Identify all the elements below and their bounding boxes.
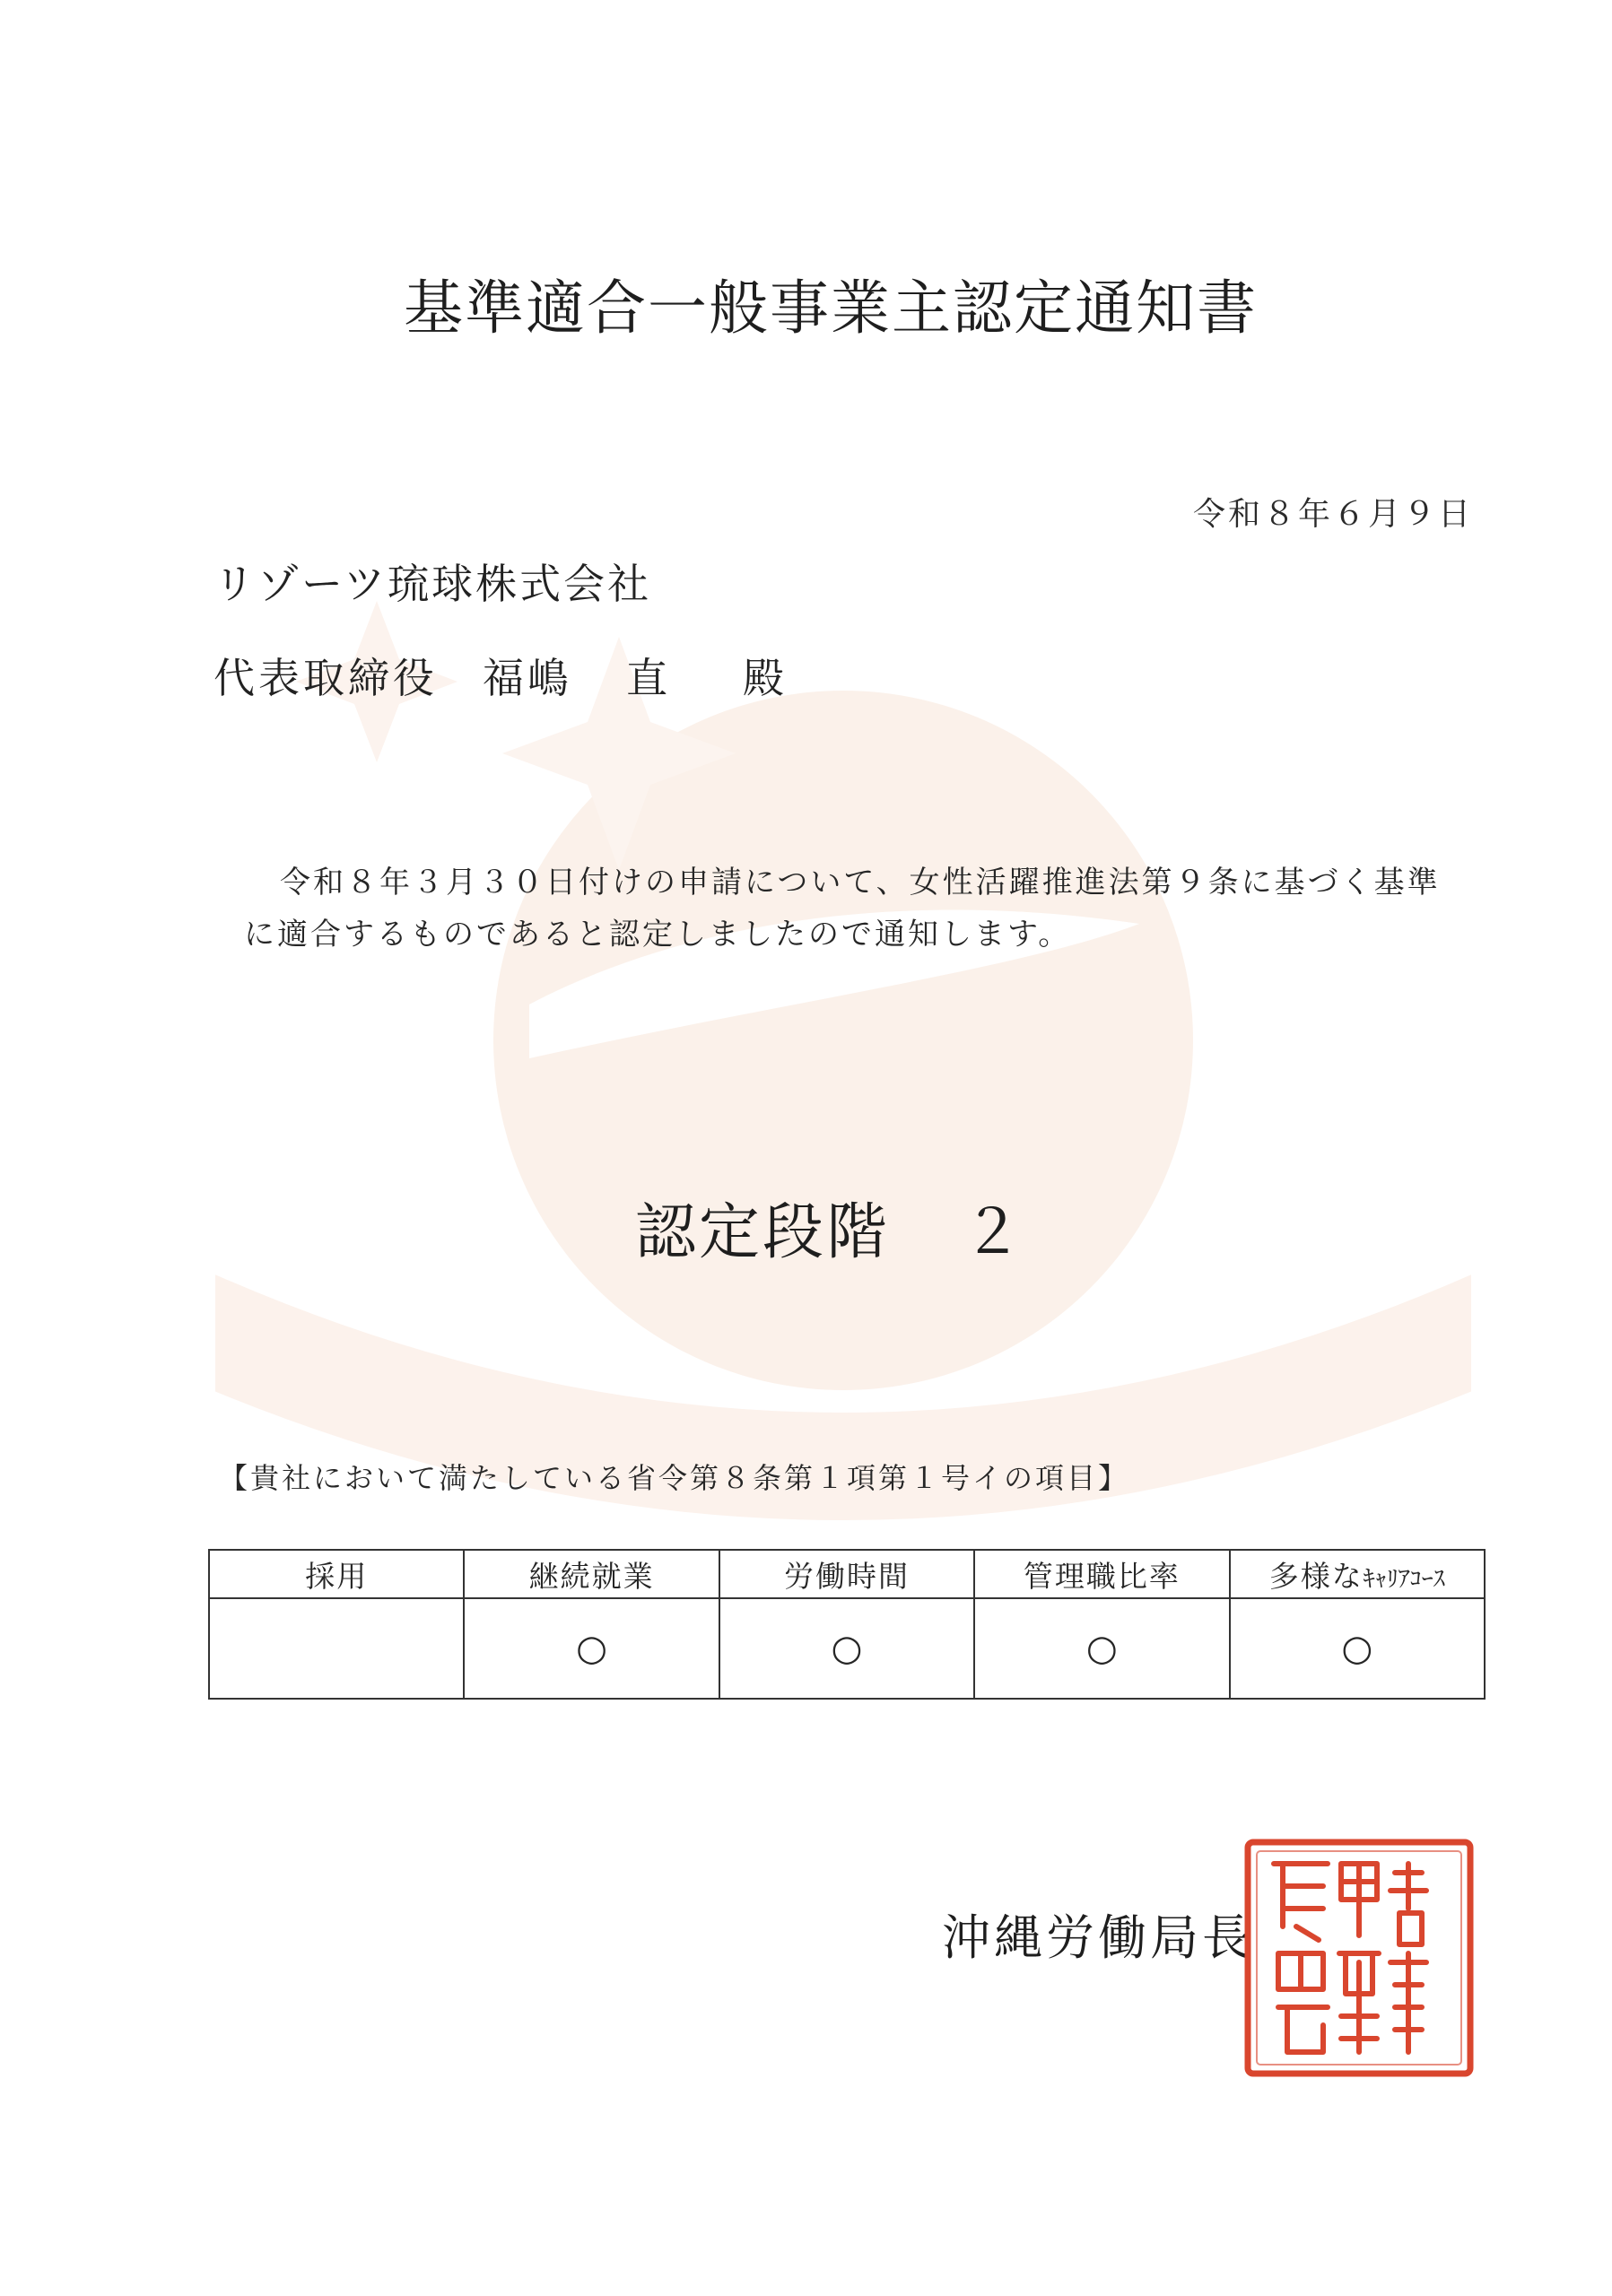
notice-body-line-2: に適合するものであると認定しましたので通知します。 <box>244 917 1072 952</box>
criteria-header-career-courses <box>1230 1550 1485 1598</box>
criteria-header-hiring: 採用 <box>209 1550 464 1598</box>
criteria-header-manager-ratio: 管理職比率 <box>974 1550 1229 1598</box>
recipient-company: リゾーツ琉球株式会社 <box>213 560 652 608</box>
certification-level <box>635 1184 1025 1271</box>
criteria-mark-hiring <box>209 1598 464 1699</box>
criteria-header-continued-employment: 継続就業 <box>464 1550 719 1598</box>
criteria-mark-row <box>209 1598 1485 1699</box>
criteria-header-career-courses-suffix: ｷｬﾘｱｺｰｽ <box>1363 1565 1445 1593</box>
recipient-representative <box>213 646 788 705</box>
notice-body <box>244 857 1482 961</box>
document-title: 基準適合一般事業主認定通知書 <box>404 274 1258 343</box>
seal-script-strokes <box>1274 1864 1426 2052</box>
criteria-header-working-hours: 労働時間 <box>719 1550 974 1598</box>
representative-surname: 福嶋 <box>483 654 572 702</box>
criteria-table <box>208 1549 1486 1700</box>
criteria-mark-manager-ratio: ○ <box>974 1598 1229 1699</box>
criteria-header-career-courses-prefix: 多様な <box>1268 1558 1364 1594</box>
honorific: 殿 <box>743 654 788 702</box>
criteria-note: 【貴社において満たしている省令第８条第１項第１号イの項目】 <box>219 1461 1130 1495</box>
certification-level-label: 認定段階 <box>635 1197 891 1268</box>
official-seal-stamp <box>1242 1837 1476 2079</box>
criteria-mark-career-courses: ○ <box>1230 1598 1485 1699</box>
representative-given-name: 直 <box>626 654 671 702</box>
issuer-title: 沖縄労働局長 <box>942 1909 1254 1966</box>
issue-date: 令和８年６月９日 <box>1193 496 1474 533</box>
representative-title: 代表取締役 <box>213 654 438 702</box>
criteria-mark-working-hours: ○ <box>719 1598 974 1699</box>
criteria-mark-continued-employment: ○ <box>464 1598 719 1699</box>
notice-body-line-1: 令和８年３月３０日付けの申請について、女性活躍推進法第９条に基づく基準 <box>280 865 1441 900</box>
criteria-header-row <box>209 1550 1485 1598</box>
certification-level-value: ２ <box>962 1197 1026 1268</box>
